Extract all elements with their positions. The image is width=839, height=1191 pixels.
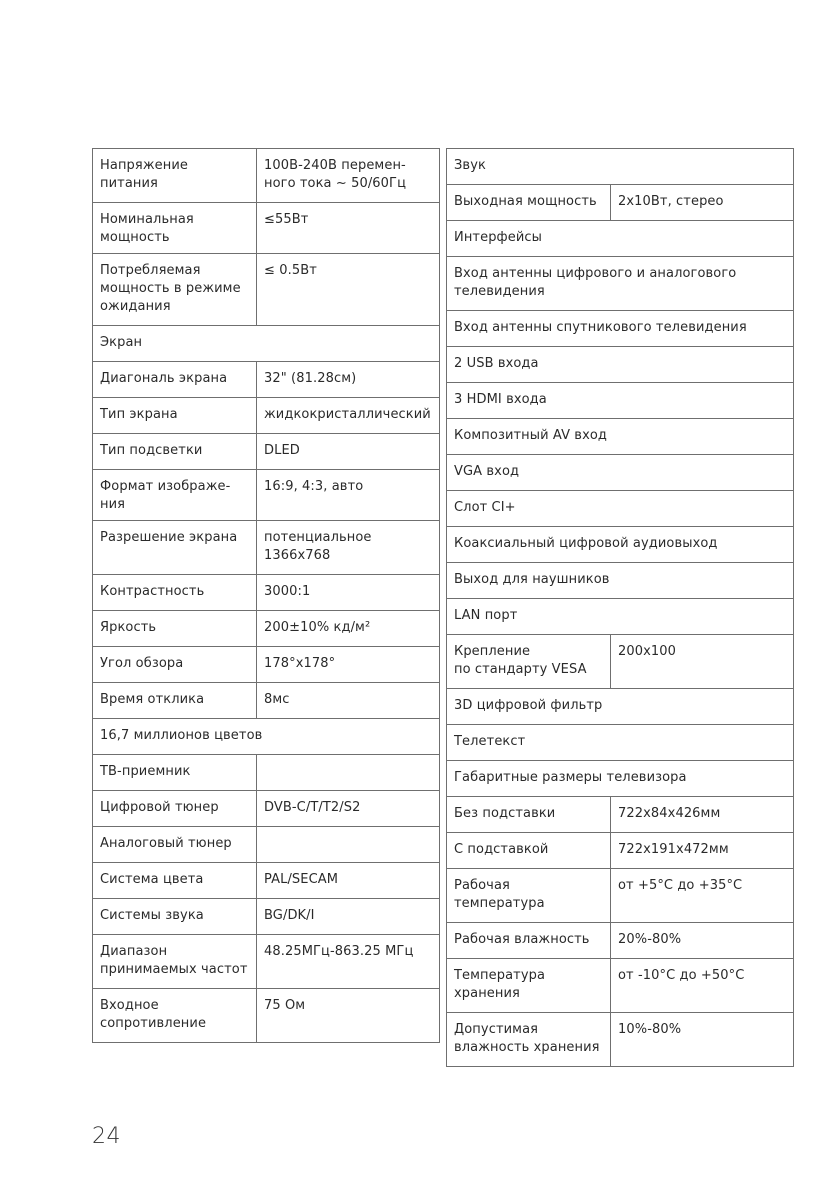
spec-value: от -10°С до +50°С (611, 959, 794, 1013)
spec-row (93, 326, 440, 362)
spec-label: Напряжение питания (93, 149, 257, 203)
spec-row (93, 362, 440, 398)
spec-value: 32" (81.28см) (257, 362, 440, 398)
spec-section-heading: 2 USB входа (447, 347, 794, 383)
spec-label: Время отклика (93, 683, 257, 719)
spec-value: 48.25МГц-863.25 МГц (257, 935, 440, 989)
spec-label: Формат изображе- ния (93, 470, 257, 521)
spec-value: ≤ 0.5Вт (257, 254, 440, 326)
spec-label: Разрешение экрана (93, 521, 257, 575)
spec-row (447, 347, 794, 383)
spec-row (93, 521, 440, 575)
spec-label: Цифровой тюнер (93, 791, 257, 827)
spec-label: С подставкой (447, 833, 611, 869)
spec-section-heading: 3 HDMI входа (447, 383, 794, 419)
spec-value: BG/DK/I (257, 899, 440, 935)
spec-section-heading: Телетекст (447, 725, 794, 761)
spec-table-left (92, 148, 440, 1043)
spec-label: Номинальная мощность (93, 203, 257, 254)
spec-value: 100В-240В перемен- ного тока ~ 50/60Гц (257, 149, 440, 203)
spec-row (447, 383, 794, 419)
spec-row (447, 185, 794, 221)
spec-label: Угол обзора (93, 647, 257, 683)
spec-row (447, 797, 794, 833)
spec-value: 3000:1 (257, 575, 440, 611)
spec-label: Рабочая влажность (447, 923, 611, 959)
spec-table-right (446, 148, 794, 1067)
spec-section-heading: 3D цифровой фильтр (447, 689, 794, 725)
spec-section-heading: Габаритные размеры телевизора (447, 761, 794, 797)
spec-row (447, 869, 794, 923)
spec-row (447, 491, 794, 527)
spec-row (447, 257, 794, 311)
spec-value: 722x191x472мм (611, 833, 794, 869)
spec-row (93, 827, 440, 863)
spec-label: Диагональ экрана (93, 362, 257, 398)
spec-row (93, 398, 440, 434)
spec-label: Входное сопротивление (93, 989, 257, 1043)
spec-row (447, 419, 794, 455)
spec-row (447, 599, 794, 635)
spec-value: 20%-80% (611, 923, 794, 959)
spec-label: Допустимая влажность хранения (447, 1013, 611, 1067)
spec-value: потенциальное 1366x768 (257, 521, 440, 575)
spec-value: DLED (257, 434, 440, 470)
spec-label: Крепление по стандарту VESA (447, 635, 611, 689)
spec-row (93, 434, 440, 470)
spec-row (93, 611, 440, 647)
spec-label: Тип экрана (93, 398, 257, 434)
spec-section-heading: VGA вход (447, 455, 794, 491)
spec-label: Рабочая температура (447, 869, 611, 923)
spec-value: 178°x178° (257, 647, 440, 683)
spec-label: Потребляемая мощность в режиме ожидания (93, 254, 257, 326)
spec-row (93, 647, 440, 683)
spec-value (257, 755, 440, 791)
spec-row (447, 923, 794, 959)
spec-label: Выходная мощность (447, 185, 611, 221)
spec-row (93, 989, 440, 1043)
spec-label: Яркость (93, 611, 257, 647)
spec-label: Диапазон принимаемых частот (93, 935, 257, 989)
spec-value: 16:9, 4:3, авто (257, 470, 440, 521)
spec-row (93, 470, 440, 521)
spec-value: 8мс (257, 683, 440, 719)
spec-value: DVB-C/T/T2/S2 (257, 791, 440, 827)
spec-value: 722x84x426мм (611, 797, 794, 833)
spec-value: от +5°С до +35°С (611, 869, 794, 923)
spec-label: Тип подсветки (93, 434, 257, 470)
spec-label: ТВ-приемник (93, 755, 257, 791)
spec-row (93, 755, 440, 791)
spec-row (447, 563, 794, 599)
spec-section-heading: Вход антенны спутникового телевидения (447, 311, 794, 347)
spec-row (447, 149, 794, 185)
spec-row (93, 899, 440, 935)
spec-row (447, 1013, 794, 1067)
spec-row (93, 254, 440, 326)
spec-row (447, 959, 794, 1013)
spec-row (447, 311, 794, 347)
spec-section-heading: Экран (93, 326, 440, 362)
spec-row (447, 761, 794, 797)
spec-section-heading: Звук (447, 149, 794, 185)
spec-section-heading: Слот CI+ (447, 491, 794, 527)
spec-label: Система цвета (93, 863, 257, 899)
spec-row (447, 725, 794, 761)
spec-value: 10%-80% (611, 1013, 794, 1067)
spec-label: Контрастность (93, 575, 257, 611)
spec-row (93, 575, 440, 611)
spec-row (93, 791, 440, 827)
spec-row (93, 719, 440, 755)
spec-value: жидкокристаллический (257, 398, 440, 434)
spec-section-heading: Выход для наушников (447, 563, 794, 599)
spec-value (257, 827, 440, 863)
spec-row (447, 635, 794, 689)
spec-value: PAL/SECAM (257, 863, 440, 899)
spec-section-heading: Композитный AV вход (447, 419, 794, 455)
spec-value: 2x10Вт, стерео (611, 185, 794, 221)
spec-row (447, 455, 794, 491)
spec-row (93, 149, 440, 203)
spec-label: Системы звука (93, 899, 257, 935)
spec-row (447, 527, 794, 563)
spec-row (93, 863, 440, 899)
page-number: 24 (92, 1124, 121, 1149)
spec-value: 75 Ом (257, 989, 440, 1043)
spec-label: Температура хранения (447, 959, 611, 1013)
spec-value: 200x100 (611, 635, 794, 689)
spec-section-heading: Вход антенны цифрового и аналогового телевидения (447, 257, 794, 311)
spec-section-heading: Коаксиальный цифровой аудиовыход (447, 527, 794, 563)
spec-label: Без подставки (447, 797, 611, 833)
spec-label: Аналоговый тюнер (93, 827, 257, 863)
spec-value: ≤55Вт (257, 203, 440, 254)
spec-section-heading: 16,7 миллионов цветов (93, 719, 440, 755)
spec-row (447, 221, 794, 257)
spec-row (447, 833, 794, 869)
spec-row (93, 203, 440, 254)
spec-row (93, 935, 440, 989)
spec-value: 200±10% кд/м² (257, 611, 440, 647)
spec-section-heading: LAN порт (447, 599, 794, 635)
spec-section-heading: Интерфейсы (447, 221, 794, 257)
spec-row (447, 689, 794, 725)
spec-row (93, 683, 440, 719)
